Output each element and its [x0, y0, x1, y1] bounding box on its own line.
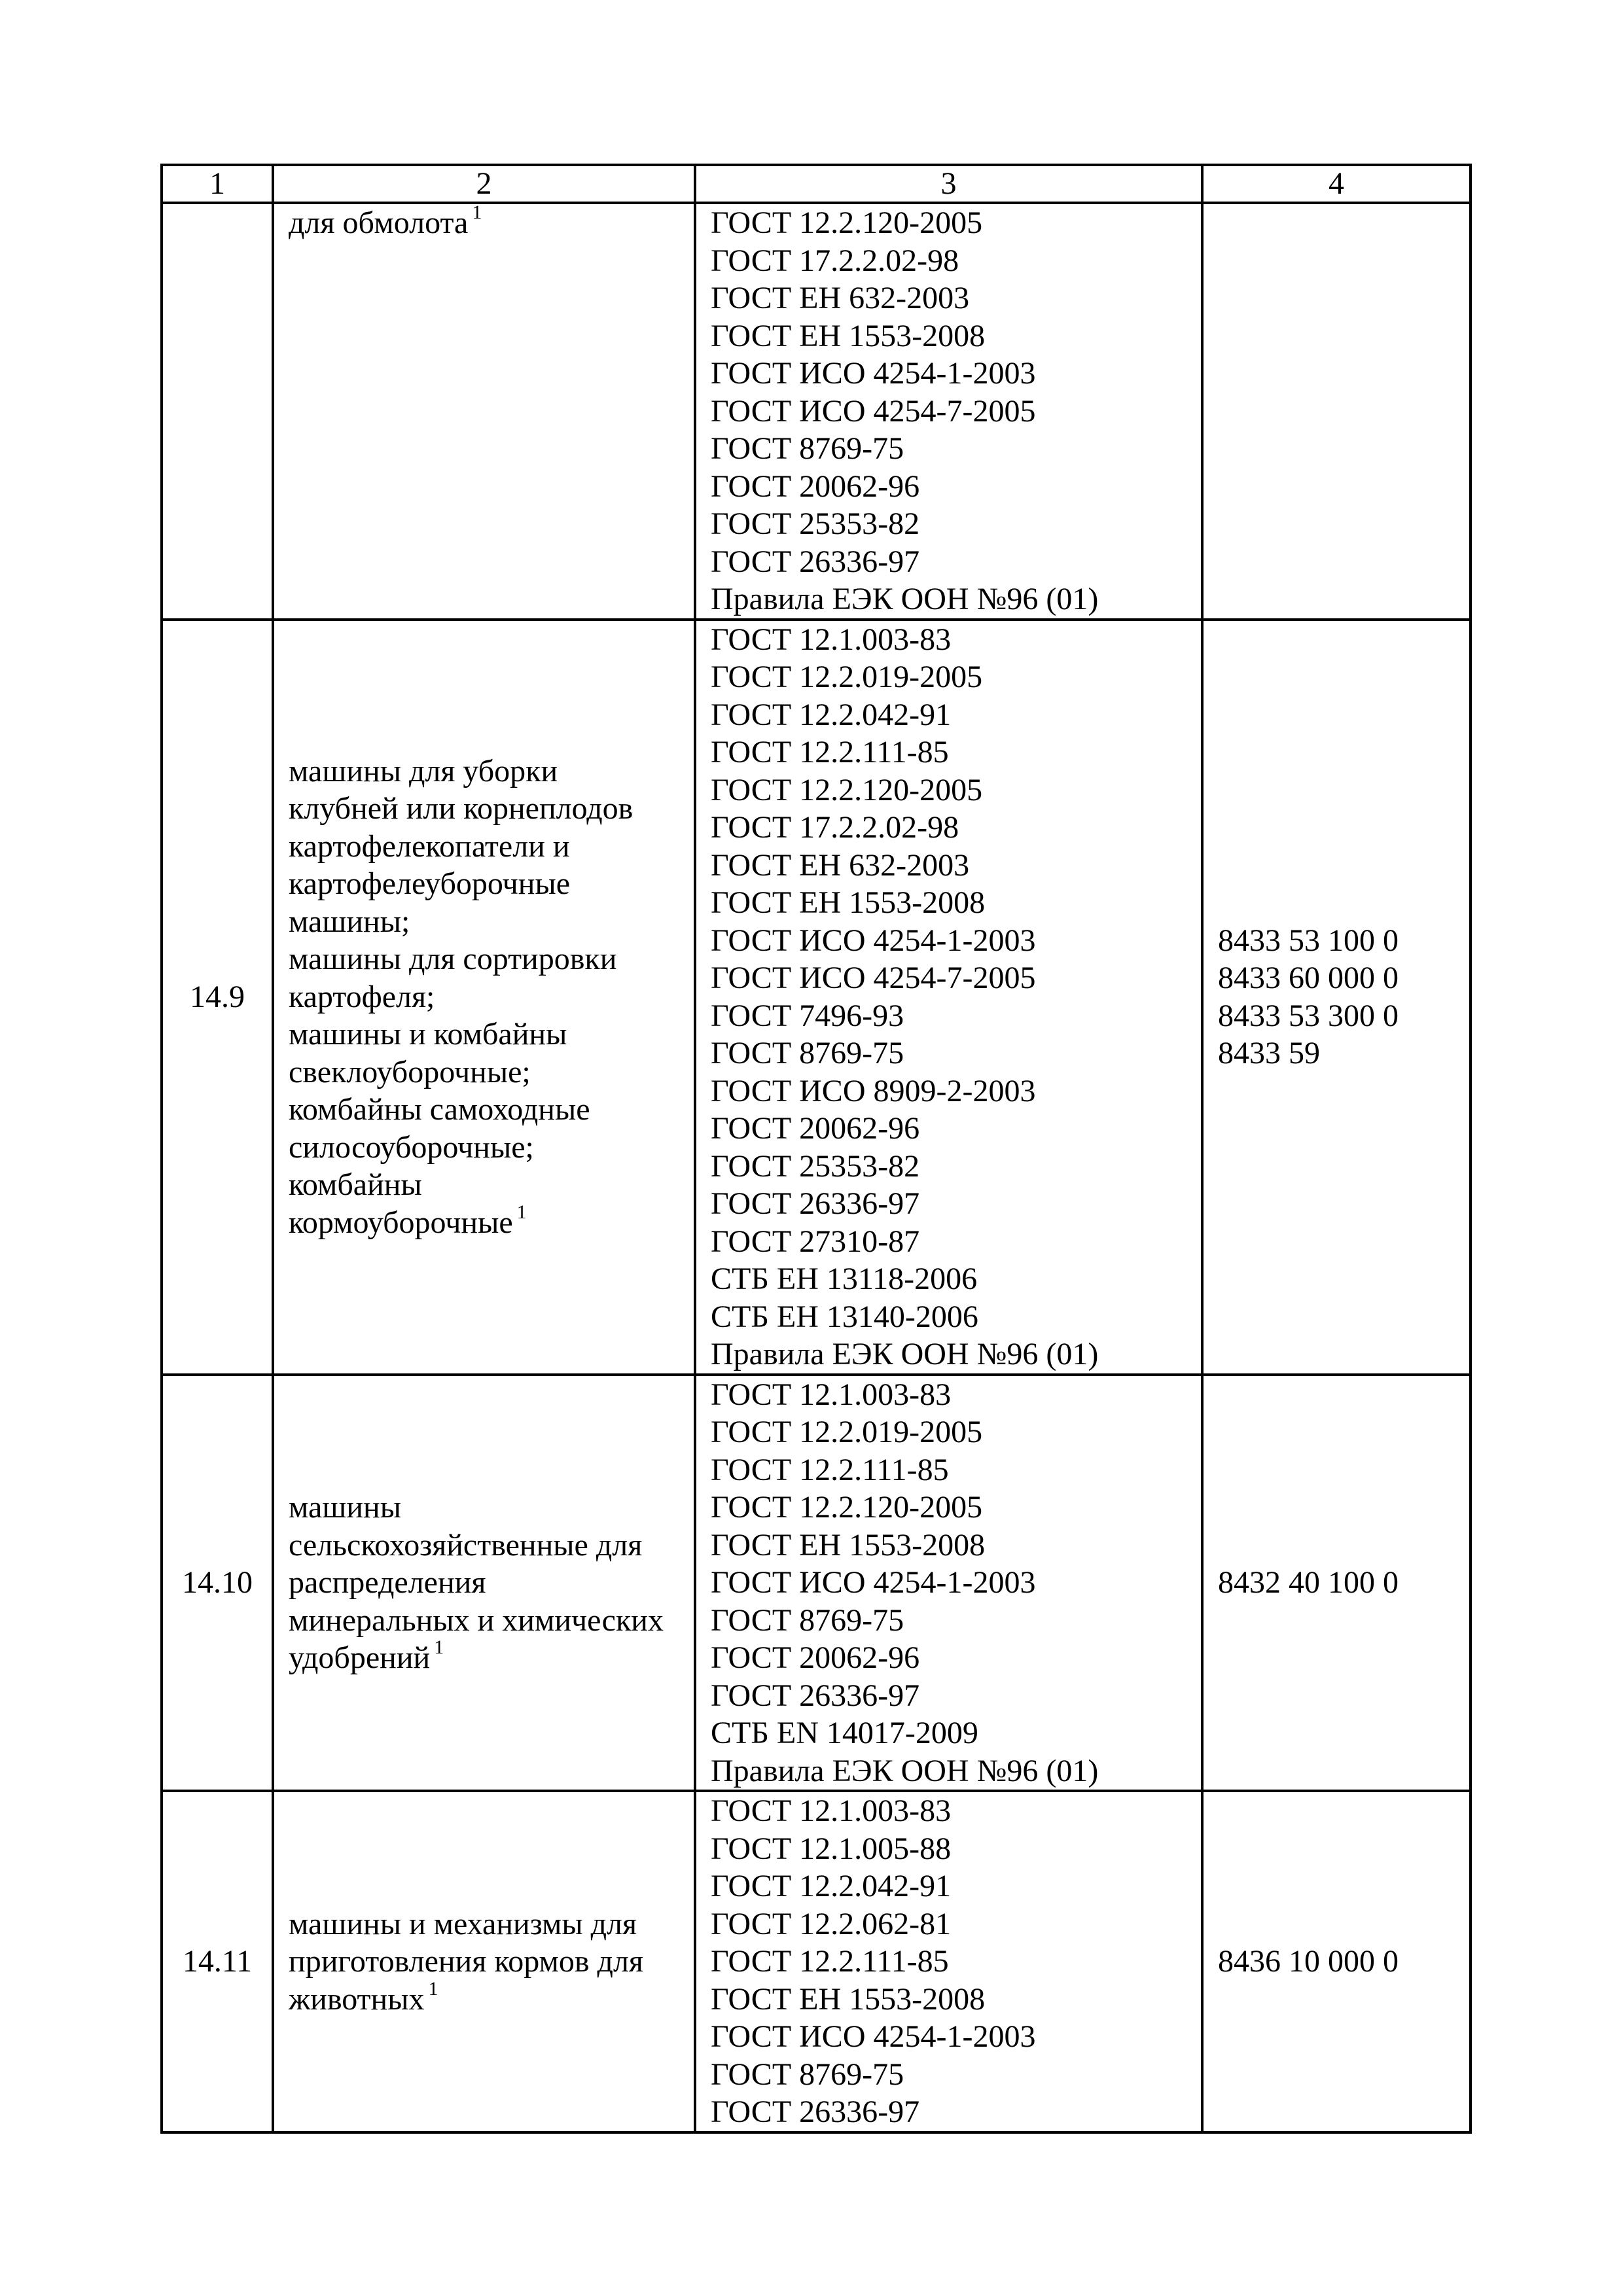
tnved-code: 8433 60 000 0: [1218, 961, 1399, 995]
standard-item: ГОСТ ЕН 1553-2008: [711, 885, 986, 920]
standard-item: ГОСТ ЕН 632-2003: [711, 281, 970, 315]
standard-item: ГОСТ ИСО 4254-1-2003: [711, 1565, 1036, 1600]
standard-item: ГОСТ ЕН 1553-2008: [711, 1527, 986, 1563]
standard-item: ГОСТ ИСО 4254-7-2005: [711, 393, 1036, 429]
footnote-mark: 1: [434, 1636, 444, 1658]
standard-item: ГОСТ 12.2.042-91: [711, 697, 952, 732]
standard-item: ГОСТ 12.2.042-91: [711, 1869, 952, 1903]
standard-item: ГОСТ 12.2.120-2005: [711, 1490, 983, 1525]
product-name-line: [289, 1905, 688, 1943]
product-name-text: картофеля;: [289, 979, 435, 1014]
product-name-text: машины: [289, 1490, 401, 1525]
product-name-line: [289, 940, 688, 978]
tnved-code: 8436 10 000 0: [1218, 1944, 1399, 1979]
product-name: [273, 203, 695, 620]
tnved-codes: [1202, 203, 1471, 620]
product-name-text: машины и комбайны: [289, 1017, 567, 1052]
standards-list: [695, 620, 1202, 1375]
product-name-text: машины для уборки: [289, 753, 558, 788]
standard-item: ГОСТ 25353-82: [711, 1148, 920, 1184]
table-row: [162, 1375, 1471, 1792]
tnved-code: 8433 53 100 0: [1218, 923, 1399, 958]
product-name-line: [289, 1564, 688, 1602]
standard-item: ГОСТ 27310-87: [711, 1224, 920, 1259]
product-name-text: силосоуборочные;: [289, 1129, 534, 1165]
tnved-code: 8433 59: [1218, 1036, 1320, 1070]
footnote-mark: 1: [516, 1201, 527, 1223]
product-name-text: для обмолота: [289, 205, 469, 240]
product-name-line: [289, 1053, 688, 1091]
standard-item: ГОСТ 12.2.120-2005: [711, 772, 983, 807]
standard-item: Правила ЕЭК ООН №96 (01): [711, 1337, 1099, 1371]
product-name: [273, 1791, 695, 2132]
standard-item: ГОСТ ИСО 4254-1-2003: [711, 2019, 1036, 2054]
table-row: [162, 203, 1471, 620]
standard-item: ГОСТ ИСО 4254-1-2003: [711, 923, 1036, 958]
product-name-line: [289, 1602, 688, 1640]
header-col-4: 4: [1202, 165, 1471, 203]
standard-item: ГОСТ 12.2.019-2005: [711, 660, 983, 694]
standard-item: ГОСТ 12.2.120-2005: [711, 205, 983, 240]
product-name-line: [289, 204, 688, 242]
product-name-text: клубней или корнеплодов: [289, 791, 633, 826]
standard-item: Правила ЕЭК ООН №96 (01): [711, 582, 1099, 616]
product-name: [273, 1375, 695, 1792]
header-col-2: 2: [273, 165, 695, 203]
product-name-text: машины и механизмы для: [289, 1906, 637, 1941]
tnved-codes: [1202, 1375, 1471, 1792]
product-name-text: животных: [289, 1981, 425, 2017]
standard-item: ГОСТ ЕН 1553-2008: [711, 318, 986, 353]
tnved-codes: [1202, 1791, 1471, 2132]
product-name-text: машины;: [289, 904, 410, 939]
standard-item: СТБ EN 14017-2009: [711, 1716, 978, 1750]
product-name-text: минеральных и химических: [289, 1602, 664, 1638]
product-name-line: [289, 1201, 688, 1242]
item-number: 14.9: [162, 620, 273, 1375]
product-name-line: [289, 865, 688, 903]
product-name-text: сельскохозяйственные для: [289, 1527, 643, 1563]
standard-item: ГОСТ ИСО 8909-2-2003: [711, 1073, 1036, 1108]
standard-item: ГОСТ 7496-93: [711, 998, 904, 1033]
standards-list: [695, 1375, 1202, 1792]
product-name-line: [289, 903, 688, 941]
item-number: [162, 203, 273, 620]
standard-item: ГОСТ 17.2.2.02-98: [711, 810, 959, 845]
product-name-text: комбайны самоходные: [289, 1092, 590, 1127]
standard-item: ГОСТ 20062-96: [711, 1640, 920, 1675]
product-name-line: [289, 978, 688, 1016]
product-name-text: машины для сортировки: [289, 942, 617, 977]
product-name-line: [289, 1016, 688, 1053]
product-name-text: свеклоуборочные;: [289, 1054, 531, 1089]
product-name-line: [289, 1943, 688, 1981]
item-number: 14.11: [162, 1791, 273, 2132]
table-body: [162, 203, 1471, 2132]
standard-item: ГОСТ 12.2.019-2005: [711, 1415, 983, 1449]
tnved-code: 8432 40 100 0: [1218, 1565, 1399, 1600]
standards-list: [695, 203, 1202, 620]
product-name-line: [289, 1166, 688, 1204]
standard-item: ГОСТ 12.2.062-81: [711, 1906, 952, 1941]
standard-item: Правила ЕЭК ООН №96 (01): [711, 1753, 1099, 1788]
header-row: [162, 165, 1471, 203]
product-name-text: комбайны: [289, 1167, 422, 1203]
standard-item: ГОСТ 12.1.003-83: [711, 622, 952, 657]
footnote-mark: 1: [428, 1977, 438, 2000]
standard-item: ГОСТ 12.1.003-83: [711, 1793, 952, 1828]
standard-item: ГОСТ ЕН 1553-2008: [711, 1981, 986, 2017]
product-name-line: [289, 828, 688, 866]
table-row: [162, 1791, 1471, 2132]
product-name-line: [289, 1977, 688, 2019]
standard-item: ГОСТ ЕН 632-2003: [711, 847, 970, 883]
standard-item: ГОСТ 12.1.005-88: [711, 1831, 952, 1866]
standard-item: ГОСТ 26336-97: [711, 544, 920, 579]
product-name-line: [289, 1129, 688, 1167]
standard-item: ГОСТ 25353-82: [711, 506, 920, 541]
standard-item: ГОСТ 12.2.111-85: [711, 735, 949, 769]
standard-item: ГОСТ 12.2.111-85: [711, 1452, 949, 1487]
product-name-line: [289, 752, 688, 790]
header-col-1: 1: [162, 165, 273, 203]
standard-item: ГОСТ ИСО 4254-7-2005: [711, 961, 1036, 995]
product-name: [273, 620, 695, 1375]
product-name-line: [289, 1636, 688, 1677]
standard-item: ГОСТ 26336-97: [711, 1678, 920, 1713]
product-name-text: распределения: [289, 1565, 486, 1600]
standard-item: ГОСТ 12.2.111-85: [711, 1944, 949, 1979]
product-name-text: картофелекопатели и: [289, 828, 570, 864]
standard-item: ГОСТ 17.2.2.02-98: [711, 243, 959, 278]
product-name-line: [289, 1527, 688, 1564]
standards-list: [695, 1791, 1202, 2132]
standards-table: [160, 164, 1472, 2134]
table-row: [162, 620, 1471, 1375]
standard-item: ГОСТ 26336-97: [711, 1186, 920, 1221]
tnved-codes: [1202, 620, 1471, 1375]
standard-item: ГОСТ 8769-75: [711, 1036, 904, 1070]
footnote-mark: 1: [472, 202, 482, 223]
product-name-line: [289, 1091, 688, 1129]
standard-item: СТБ ЕН 13140-2006: [711, 1299, 978, 1334]
standard-item: ГОСТ 8769-75: [711, 2057, 904, 2092]
standard-item: ГОСТ 20062-96: [711, 468, 920, 504]
tnved-code: 8433 53 300 0: [1218, 998, 1399, 1033]
standard-item: ГОСТ 8769-75: [711, 1602, 904, 1638]
header-col-3: 3: [695, 165, 1202, 203]
item-number: 14.10: [162, 1375, 273, 1792]
product-name-line: [289, 1489, 688, 1527]
product-name-text: удобрений: [289, 1640, 431, 1675]
product-name-line: [289, 790, 688, 828]
standard-item: ГОСТ 8769-75: [711, 431, 904, 466]
standard-item: ГОСТ 20062-96: [711, 1111, 920, 1146]
standard-item: СТБ ЕН 13118-2006: [711, 1262, 978, 1296]
product-name-text: кормоуборочные: [289, 1205, 513, 1240]
standard-item: ГОСТ 26336-97: [711, 2094, 920, 2129]
standard-item: ГОСТ ИСО 4254-1-2003: [711, 356, 1036, 391]
product-name-text: приготовления кормов для: [289, 1944, 643, 1979]
product-name-text: картофелеуборочные: [289, 866, 571, 902]
standard-item: ГОСТ 12.1.003-83: [711, 1377, 952, 1412]
